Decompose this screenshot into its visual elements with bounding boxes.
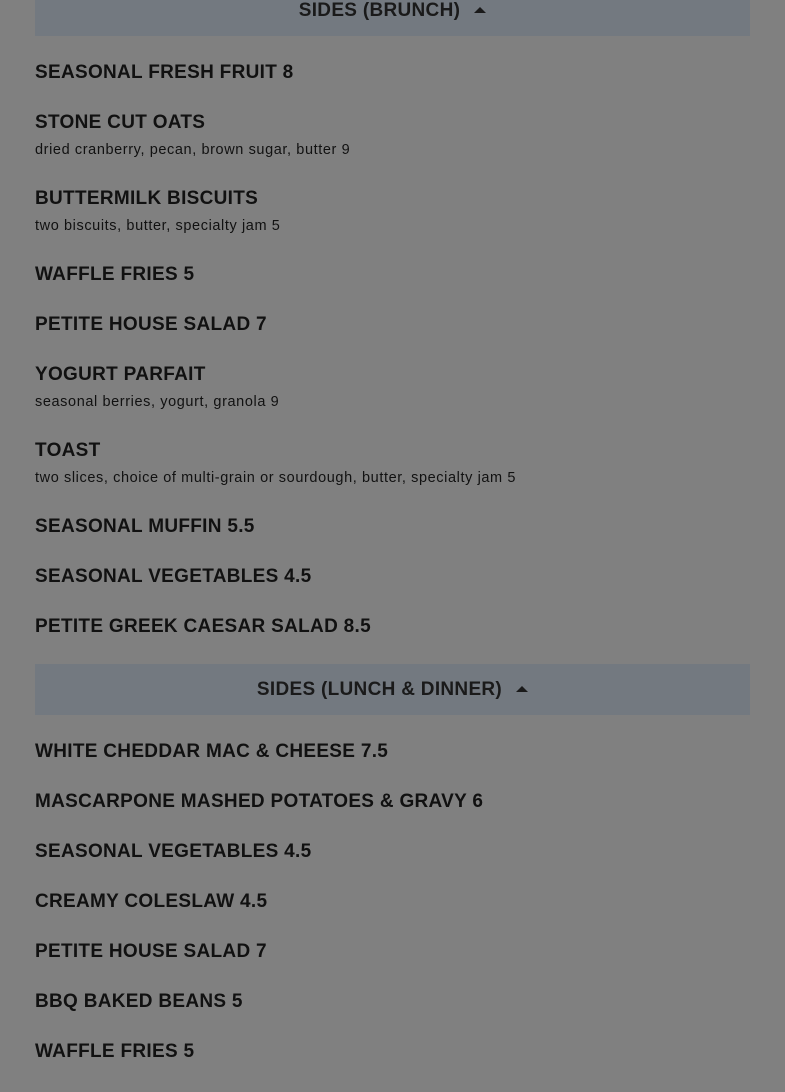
menu-item-name: TOAST <box>35 440 101 461</box>
section-header-brunch[interactable] <box>35 0 750 36</box>
section-title-brunch: SIDES (BRUNCH) <box>298 0 461 21</box>
caret-up-icon <box>516 686 528 692</box>
menu-item-name: WAFFLE FRIES 5 <box>35 1041 195 1062</box>
menu-item-name: SEASONAL VEGETABLES 4.5 <box>35 566 312 587</box>
menu-item-name: SEASONAL FRESH FRUIT 8 <box>35 62 294 83</box>
menu-list-lunch-dinner <box>35 739 750 1089</box>
section-title-lunch-dinner: SIDES (LUNCH & DINNER) <box>256 678 503 700</box>
menu-item <box>35 262 750 312</box>
menu-item-name: CREAMY COLESLAW 4.5 <box>35 891 268 912</box>
menu-item <box>35 789 750 839</box>
menu-item <box>35 438 750 514</box>
menu-item-name: BBQ BAKED BEANS 5 <box>35 991 243 1012</box>
menu-item-name: SEASONAL VEGETABLES 4.5 <box>35 841 312 862</box>
menu-item <box>35 889 750 939</box>
caret-up-icon <box>474 7 486 13</box>
menu-item <box>35 739 750 789</box>
menu-item-name: WAFFLE FRIES 5 <box>35 264 195 285</box>
menu-item-name: YOGURT PARFAIT <box>35 364 206 385</box>
menu-item-name: PETITE GREEK CAESAR SALAD 8.5 <box>35 616 371 637</box>
menu-item <box>35 839 750 889</box>
menu-item-name: WHITE CHEDDAR MAC & CHEESE 7.5 <box>35 741 389 762</box>
menu-item-name: SEASONAL MUFFIN 5.5 <box>35 516 255 537</box>
menu-item <box>35 514 750 564</box>
menu-item-name: BUTTERMILK BISCUITS <box>35 188 259 209</box>
menu-item <box>35 110 750 186</box>
menu-item <box>35 362 750 438</box>
menu-item-name: MASCARPONE MASHED POTATOES & GRAVY 6 <box>35 791 484 812</box>
menu-item <box>35 60 750 110</box>
menu-item-name: PETITE HOUSE SALAD 7 <box>35 941 267 962</box>
section-header-lunch-dinner[interactable] <box>35 664 750 715</box>
menu-list-brunch <box>35 60 750 664</box>
menu-item <box>35 614 750 664</box>
menu-item-name: STONE CUT OATS <box>35 112 206 133</box>
menu-item <box>35 1039 750 1089</box>
menu-item-description: dried cranberry, pecan, brown sugar, butter 9 <box>35 142 351 158</box>
menu-item <box>35 186 750 262</box>
menu-item-name: PETITE HOUSE SALAD 7 <box>35 314 267 335</box>
menu-item-description: two biscuits, butter, specialty jam 5 <box>35 218 281 234</box>
menu-item-description: seasonal berries, yogurt, granola 9 <box>35 394 280 410</box>
menu-item <box>35 939 750 989</box>
menu-item <box>35 989 750 1039</box>
menu-item-description: two slices, choice of multi-grain or sourdough, butter, specialty jam 5 <box>35 470 517 486</box>
menu-item <box>35 312 750 362</box>
menu-item <box>35 564 750 614</box>
